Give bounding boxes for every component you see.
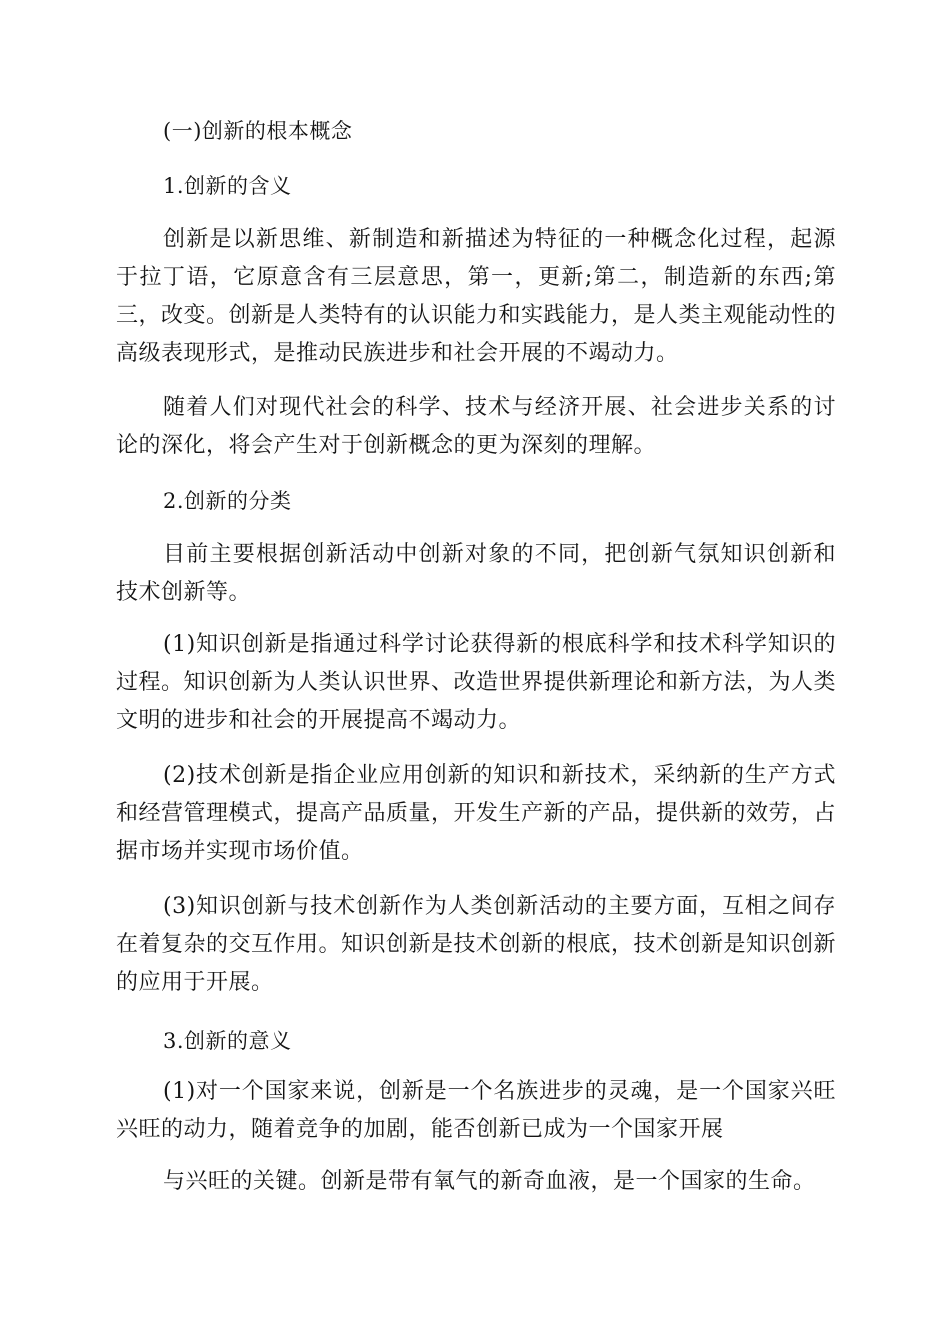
- paragraph-classification: 目前主要根据创新活动中创新对象的不同，把创新气氛知识创新和技术创新等。: [116, 542, 836, 605]
- paragraph-interaction: (3)知识创新与技术创新作为人类创新活动的主要方面，互相之间存在着复杂的交互作用。知识创新是技术创新的根底，技术创新是知识创新的应用于开展。: [116, 894, 837, 995]
- paragraph-definition: 创新是以新思维、新制造和新描述为特征的一种概念化过程，起源于拉丁语，它原意含有三层意思，第一，更新;第二，制造新的东西;第三，改变。创新是人类特有的认识能力和实践能力，是人类主观能动性的高级表现形式，是推动民族进步和社会开展的不竭动力。: [116, 227, 837, 366]
- paragraph-knowledge-innovation: (1)知识创新是指通过科学讨论获得新的根底科学和技术科学知识的过程。知识创新为人类认识世界、改造世界提供新理论和新方法，为人类文明的进步和社会的开展提高不竭动力。: [116, 632, 837, 733]
- paragraph-key-to-prosperity: 与兴旺的关键。创新是带有氧气的新奇血液，是一个国家的生命。: [163, 1169, 816, 1194]
- paragraph-deepening: 随着人们对现代社会的科学、技术与经济开展、社会进步关系的讨论的深化，将会产生对于创新概念的更为深刻的理解。: [116, 395, 836, 458]
- paragraph-national-significance: (1)对一个国家来说，创新是一个名族进步的灵魂，是一个国家兴旺兴旺的动力，随着竞争的加剧，能否创新已成为一个国家开展: [116, 1079, 836, 1142]
- paragraph-technology-innovation: (2)技术创新是指企业应用创新的知识和新技术，采纳新的生产方式和经营管理模式，提高产品质量，开发生产新的产品，提供新的效劳，占据市场并实现市场价值。: [116, 763, 837, 864]
- section-title: (一)创新的根本概念: [163, 119, 353, 143]
- heading-significance: 3.创新的意义: [163, 1029, 292, 1053]
- heading-meaning: 1.创新的含义: [163, 174, 292, 198]
- heading-classification: 2.创新的分类: [163, 489, 292, 513]
